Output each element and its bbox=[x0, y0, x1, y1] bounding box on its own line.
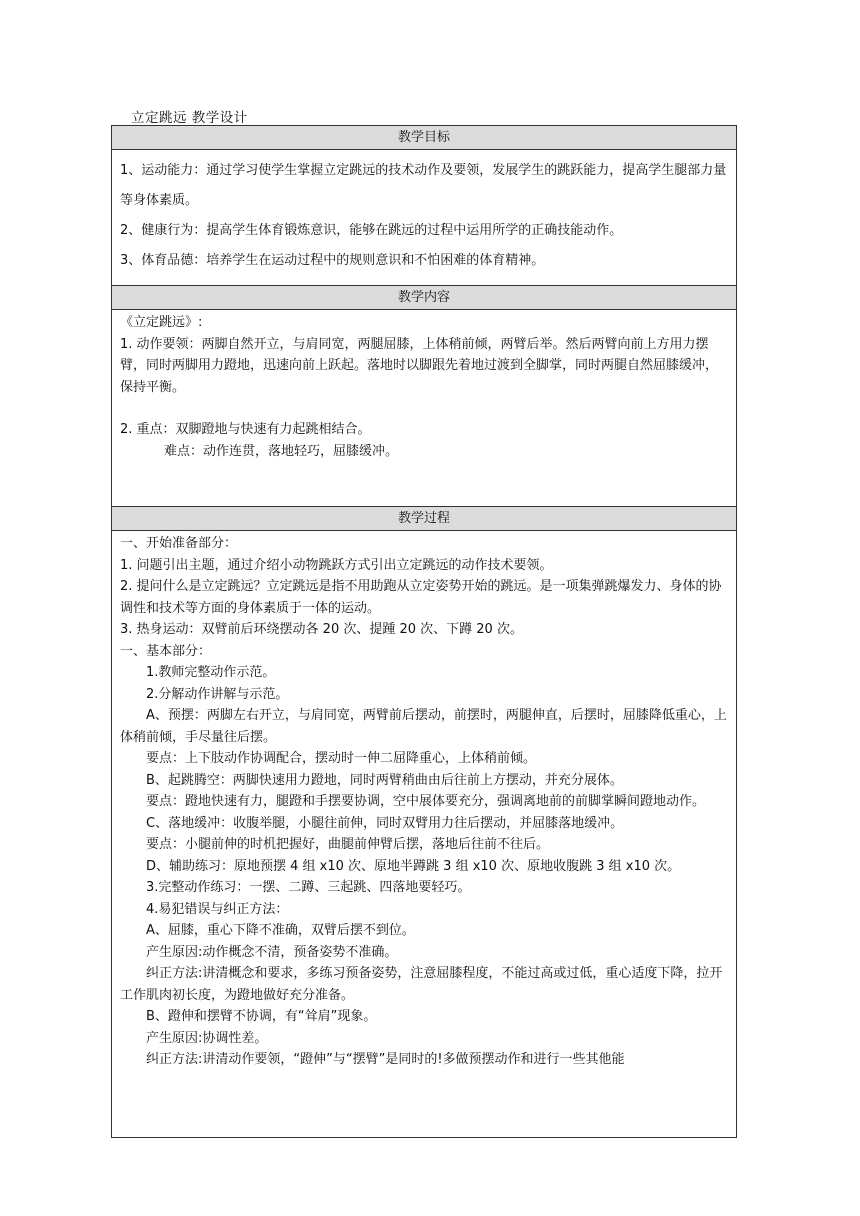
process-line: C、落地缓冲：收腹举腿，小腿往前伸，同时双臂用力往后摆动，并屈膝落地缓冲。 bbox=[146, 815, 624, 831]
process-line: 要点：上下肢动作协调配合，摆动时一伸二屈降重心，上体稍前倾。 bbox=[146, 751, 537, 766]
goal-item: 1、运动能力：通过学习使学生掌握立定跳远的技术动作及要领，发展学生的跳跃能力，提高学生腿部力量等身体素质。 bbox=[120, 163, 727, 208]
process-line: B、蹬伸和摆臂不协调，有“耸肩”现象。 bbox=[146, 1009, 377, 1024]
process-line: D、辅助练习：原地预摆 4 组 x10 次、原地半蹲跳 3 组 x10 次、原地收腹跳 3 组 x10 次。 bbox=[146, 858, 681, 874]
process-line: A、屈膝，重心下降不准确，双臂后摆不到位。 bbox=[146, 923, 415, 938]
content-heading: 教学内容 bbox=[112, 286, 736, 310]
process-line: 产生原因:动作概念不清，预备姿势不准确。 bbox=[146, 944, 398, 960]
goal-item: 2、健康行为：提高学生体育锻炼意识，能够在跳远的过程中运用所学的正确技能动作。 bbox=[120, 223, 623, 238]
goals-heading: 教学目标 bbox=[112, 126, 736, 150]
process-line: 4.易犯错误与纠正方法： bbox=[146, 901, 289, 917]
page-title: 立定跳远 教学设计 bbox=[131, 110, 248, 126]
process-line: 3. 热身运动：双臂前后环绕摆动各 20 次、提踵 20 次、下蹲 20 次。 bbox=[120, 622, 523, 637]
process-line: 一、开始准备部分： bbox=[120, 536, 238, 551]
lesson-plan-table bbox=[111, 125, 737, 1138]
process-line: 1.教师完整动作示范。 bbox=[146, 665, 276, 680]
content-key-point: 2. 重点：双脚蹬地与快速有力起跳相结合。 bbox=[120, 422, 371, 437]
process-line: B、起跳腾空：两脚快速用力蹬地，同时两臂稍曲由后往前上方摆动，并充分展体。 bbox=[146, 772, 623, 788]
content-book-title: 《立定跳远》: bbox=[120, 315, 203, 330]
process-line: 2. 提问什么是立定跳远？立定跳远是指不用助跑从立定姿势开始的跳远。是一项集弹跳爆发力、身体的协调性和技术等方面的身体素质于一体的运动。 bbox=[120, 579, 722, 616]
content-section bbox=[112, 310, 736, 507]
goal-item: 3、体育品德：培养学生在运动过程中的规则意识和不怕困难的体育精神。 bbox=[120, 253, 545, 268]
process-line: 产生原因:协调性差。 bbox=[146, 1030, 268, 1046]
process-line: 纠正方法:讲清动作要领，“蹬伸”与“摆臂”是同时的!多做预摆动作和进行一些其他能 bbox=[146, 1052, 625, 1067]
process-line: 纠正方法:讲清概念和要求，多练习预备姿势，注意屈膝程度，不能过高或过低，重心适度下降，拉开工作肌肉初长度，为蹬地做好充分准备。 bbox=[120, 966, 723, 1003]
process-line: 2.分解动作讲解与示范。 bbox=[146, 686, 289, 702]
process-line: 要点：小腿前伸的时机把握好，曲腿前伸臂后摆，落地后往前不往后。 bbox=[146, 837, 550, 852]
process-heading: 教学过程 bbox=[112, 507, 736, 531]
process-line: A、预摆：两脚左右开立，与肩同宽，两臂前后摆动，前摆时，两腿伸直，后摆时，屈膝降低重心，上体稍前倾，手尽量往后摆。 bbox=[120, 708, 727, 745]
process-line: 3.完整动作练习：一摆、二蹲、三起跳、四落地要轻巧。 bbox=[146, 880, 471, 895]
process-line: 要点：蹬地快速有力，腿蹬和手摆要协调，空中展体要充分，强调离地前的前脚掌瞬间蹬地动作。 bbox=[146, 794, 706, 809]
goals-section bbox=[112, 150, 736, 286]
process-section bbox=[112, 531, 736, 1137]
process-line: 1. 问题引出主题，通过介绍小动物跳跃方式引出立定跳远的动作技术要领。 bbox=[120, 557, 553, 573]
content-difficulty: 难点：动作连贯，落地轻巧，屈膝缓冲。 bbox=[164, 443, 399, 459]
content-essentials: 1. 动作要领：两脚自然开立，与肩同宽，两腿屈膝，上体稍前倾，两臂后举。然后两臂向前上方用力摆臂，同时两脚用力蹬地，迅速向前上跃起。落地时以脚跟先着地过渡到全脚掌，同时两腿自然屈膝缓冲，保持平衡。 bbox=[120, 336, 719, 395]
process-line: 一、基本部分： bbox=[120, 643, 212, 659]
